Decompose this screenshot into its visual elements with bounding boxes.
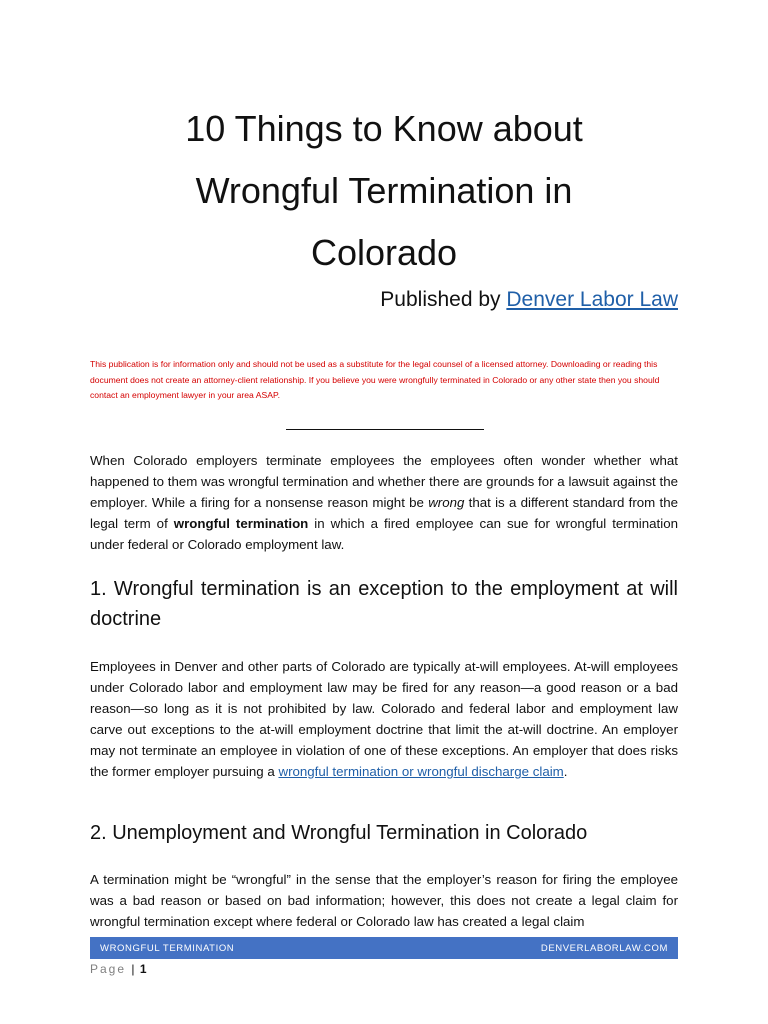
divider-line — [286, 429, 484, 430]
wrongful-termination-link[interactable]: wrongful termination or wrongful discharge claim — [278, 764, 564, 779]
page-number-value: 1 — [139, 962, 147, 976]
intro-part-3: in which a fired employee can sue for wrongful termination under federal or Colorado employment law. — [90, 516, 678, 552]
footer-bar — [90, 937, 678, 959]
title-line-3: Colorado — [310, 232, 458, 273]
intro-strong: wrongful termination — [173, 516, 309, 531]
publisher-link[interactable]: Denver Labor Law — [506, 288, 678, 311]
disclaimer-text: This publication is for information only and should not be used as a substitute for the legal counsel of a licensed attorney. Downloading or reading this document does not create an attorney-client relationship. If you believe you were wrongfully terminated in Colorado or any other state then you should contact an employment lawyer in your area ASAP. — [90, 359, 660, 400]
section-2-heading: 2. Unemployment and Wrongful Termination in Colorado — [90, 822, 588, 844]
footer-right-text: DENVERLABORLAW.COM — [540, 942, 668, 954]
footer-left-text: WRONGFUL TERMINATION — [100, 942, 235, 954]
intro-part-2: that is a different standard from the legal term of — [90, 495, 678, 531]
intro-emphasis: wrong — [428, 495, 465, 510]
section-1-heading: 1. Wrongful termination is an exception to the employment at will doctrine — [90, 578, 678, 630]
page-separator: | — [131, 962, 135, 976]
document-title — [90, 98, 678, 284]
page-number — [90, 962, 147, 976]
section-1-paragraph — [90, 656, 678, 782]
section-1-text: Employees in Denver and other parts of Colorado are typically at-will employees. At-will employees under Colorado labor and employment law may be fired for any reason—a good reason or a bad reason—so long as it is not prohibited by law. Colorado and federal labor and employment law carve out exceptions to the at-will employment doctrine that limit the at-will doctrine. An employer may not terminate an employee in violation of one of these exceptions. An employer that does risks the former employer pursuing a — [90, 659, 678, 779]
title-line-1: 10 Things to Know about — [185, 108, 583, 149]
intro-paragraph — [90, 450, 678, 555]
published-prefix: Published by — [380, 288, 501, 311]
section-2-paragraph: A termination might be “wrongful” in the sense that the employer’s reason for firing the employee was a bad reason or based on bad information; however, this does not create a legal claim for wrongful termination except where federal or Colorado law has created a legal claim — [90, 872, 678, 929]
published-by — [380, 288, 678, 312]
page-label: Page — [90, 962, 127, 976]
title-line-2: Wrongful Termination in — [195, 170, 573, 211]
section-1-end: . — [563, 764, 568, 779]
intro-part-1: When Colorado employers terminate employees the employees often wonder whether what happened to them was wrongful termination and whether there are grounds for a lawsuit against the employer. While a firing for a nonsense reason might be — [90, 453, 678, 510]
